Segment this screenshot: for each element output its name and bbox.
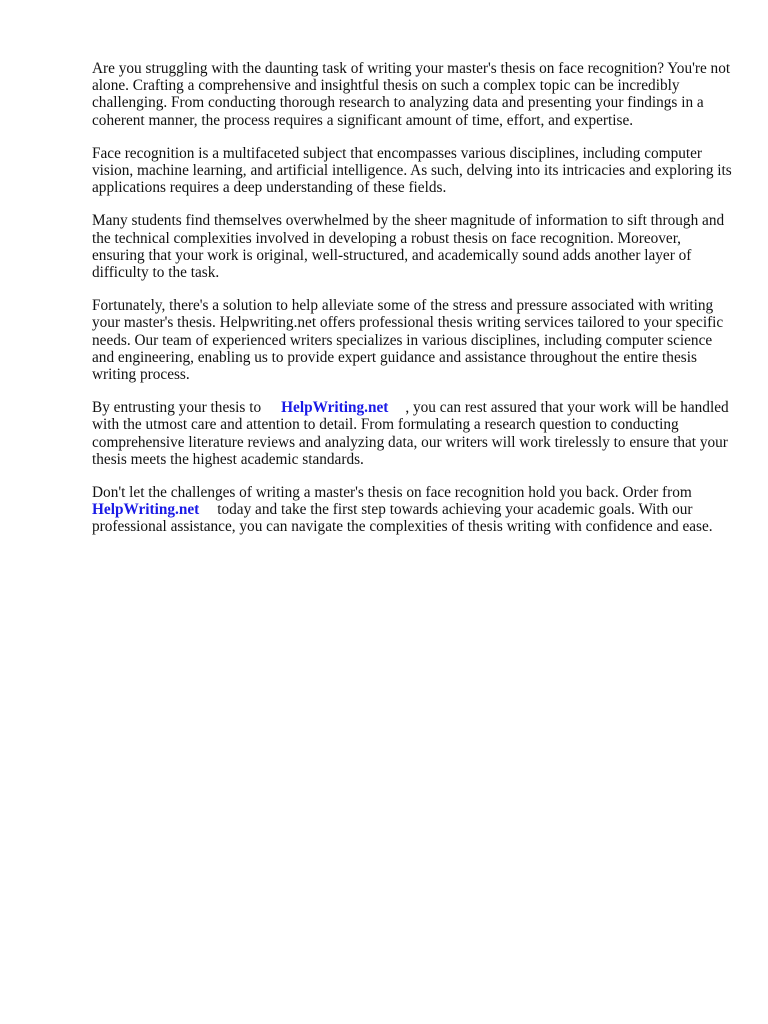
paragraph-solution: Fortunately, there's a solution to help alleviate some of the stress and pressure associated with writing your master's thesis. Helpwriting.net offers professional thesis writing services tailored to your specific needs. Our team of experienced writers specializes in various disciplines, including computer science and engineering, enabling us to provide expert guidance and assistance throughout the entire thesis writing process. xyxy=(92,297,724,384)
paragraph-students-overwhelmed: Many students find themselves overwhelmed by the sheer magnitude of information to sift through and the technical complexities involved in developing a robust thesis on face recognition. Moreover, ensuring that your work is original, well-structured, and academically sound adds another layer of difficulty to the task. xyxy=(92,212,725,282)
paragraph-order-after: today and take the first step towards achieving your academic goals. With our professional assistance, you can navigate the complexities of thesis writing with confidence and ease. xyxy=(92,501,713,536)
paragraph-intro: Are you struggling with the daunting task of writing your master's thesis on face recognition? You're not alone. Crafting a comprehensive and insightful thesis on such a complex topic can be incredibly challenging. From conducting thorough research to analyzing data and presenting your findings in a coherent manner, the process requires a significant amount of time, effort, and expertise. xyxy=(92,60,731,129)
paragraph-face-recognition: Face recognition is a multifaceted subject that encompasses various disciplines, including computer vision, machine learning, and artificial intelligence. As such, delving into its intricacies and exploring its applications requires a deep understanding of these fields. xyxy=(92,144,732,197)
paragraph-entrusting xyxy=(92,399,732,468)
paragraph-order-before: Don't let the challenges of writing a master's thesis on face recognition hold you back. Order from xyxy=(92,484,692,502)
paragraph-order xyxy=(92,484,732,536)
document-body xyxy=(92,60,732,552)
helpwriting-link-order[interactable]: HelpWriting.net xyxy=(92,501,200,519)
helpwriting-link[interactable]: HelpWriting.net xyxy=(281,399,389,417)
paragraph-entrusting-before: By entrusting your thesis to xyxy=(92,399,262,417)
paragraph-entrusting-after: , you can rest assured that your work will be handled with the utmost care and attention to detail. From formulating a research question to conducting comprehensive literature reviews and analyzing data, our writers will work tirelessly to ensure that your thesis meets the highest academic standards. xyxy=(92,399,729,468)
